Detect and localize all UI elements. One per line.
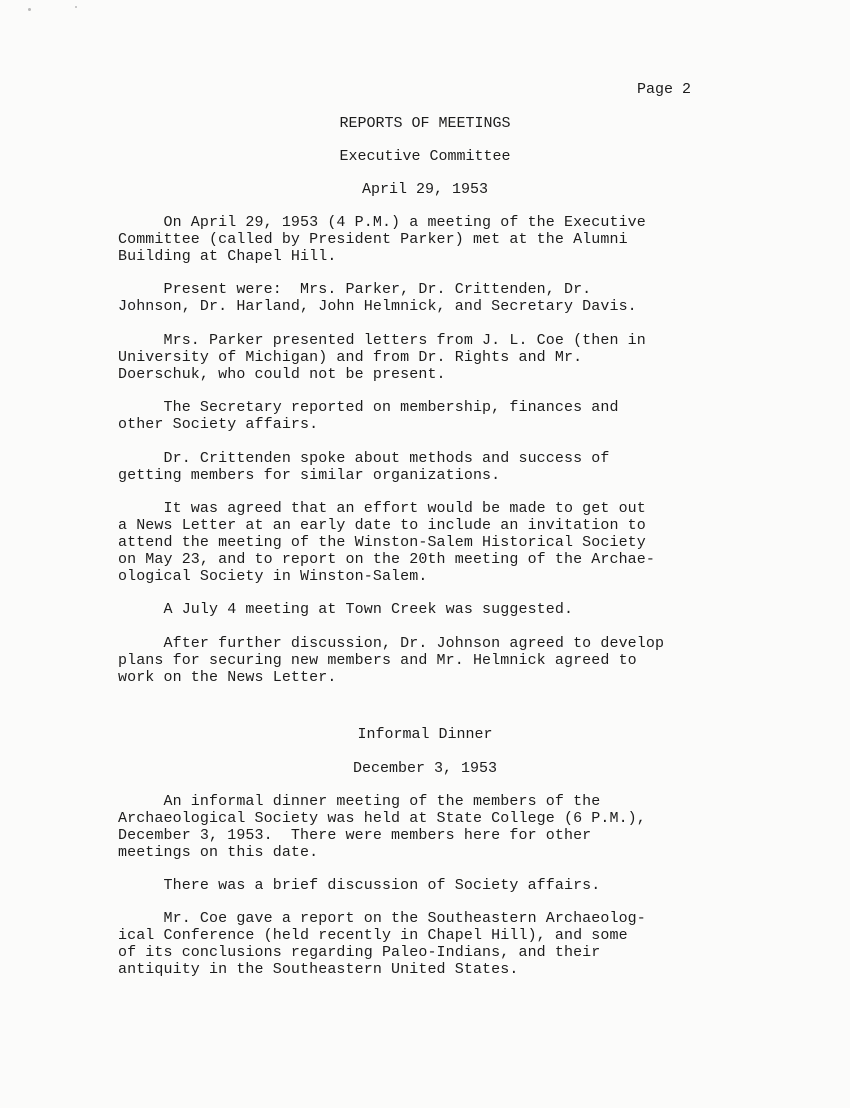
paragraph-secretary-report: The Secretary reported on membership, finances and other Society affairs. <box>118 399 619 433</box>
paragraph-letters: Mrs. Parker presented letters from J. L. Coe (then in University of Michigan) and from Dr. Rights and Mr. Doerschuk, who could not be present. <box>118 332 646 383</box>
paragraph-crittenden: Dr. Crittenden spoke about methods and success of getting members for similar organizations. <box>118 450 610 484</box>
section-date-executive-committee: April 29, 1953 <box>361 181 489 198</box>
paragraph-town-creek: A July 4 meeting at Town Creek was suggested. <box>118 601 574 618</box>
section-date-informal-dinner: December 3, 1953 <box>352 760 498 777</box>
paper-speck <box>75 6 77 8</box>
paragraph-dinner-meeting: An informal dinner meeting of the members of the Archaeological Society was held at State College (6 P.M.), December 3, 1953. There were members here for other meetings on this date. <box>118 793 646 861</box>
section-heading-informal-dinner: Informal Dinner <box>357 726 493 743</box>
paragraph-further-discussion: After further discussion, Dr. Johnson agreed to develop plans for securing new members and Mr. Helmnick agreed to work on the News Letter. <box>118 635 665 686</box>
paper-speck <box>28 8 31 11</box>
document-title: REPORTS OF MEETINGS <box>339 115 511 132</box>
paragraph-news-letter: It was agreed that an effort would be made to get out a News Letter at an early date to include an invitation to attend the meeting of the Winston-Salem Historical Society on May 23, and to report on the 20th meeting of the Archae- ological Society in Winston-Salem. <box>118 500 655 585</box>
page-number: Page 2 <box>637 81 692 98</box>
paragraph-meeting-intro: On April 29, 1953 (4 P.M.) a meeting of the Executive Committee (called by President Parker) met at the Alumni Building at Chapel Hill. <box>118 214 646 265</box>
paragraph-society-affairs: There was a brief discussion of Society affairs. <box>118 877 601 894</box>
paragraph-coe-report: Mr. Coe gave a report on the Southeastern Archaeolog- ical Conference (held recently in Chapel Hill), and some of its conclusions regarding Paleo-Indians, and their antiquity in the Southeastern United States. <box>118 910 646 978</box>
paragraph-present: Present were: Mrs. Parker, Dr. Crittenden, Dr. Johnson, Dr. Harland, John Helmnick, and Secretary Davis. <box>118 281 637 315</box>
section-heading-executive-committee: Executive Committee <box>339 148 511 165</box>
